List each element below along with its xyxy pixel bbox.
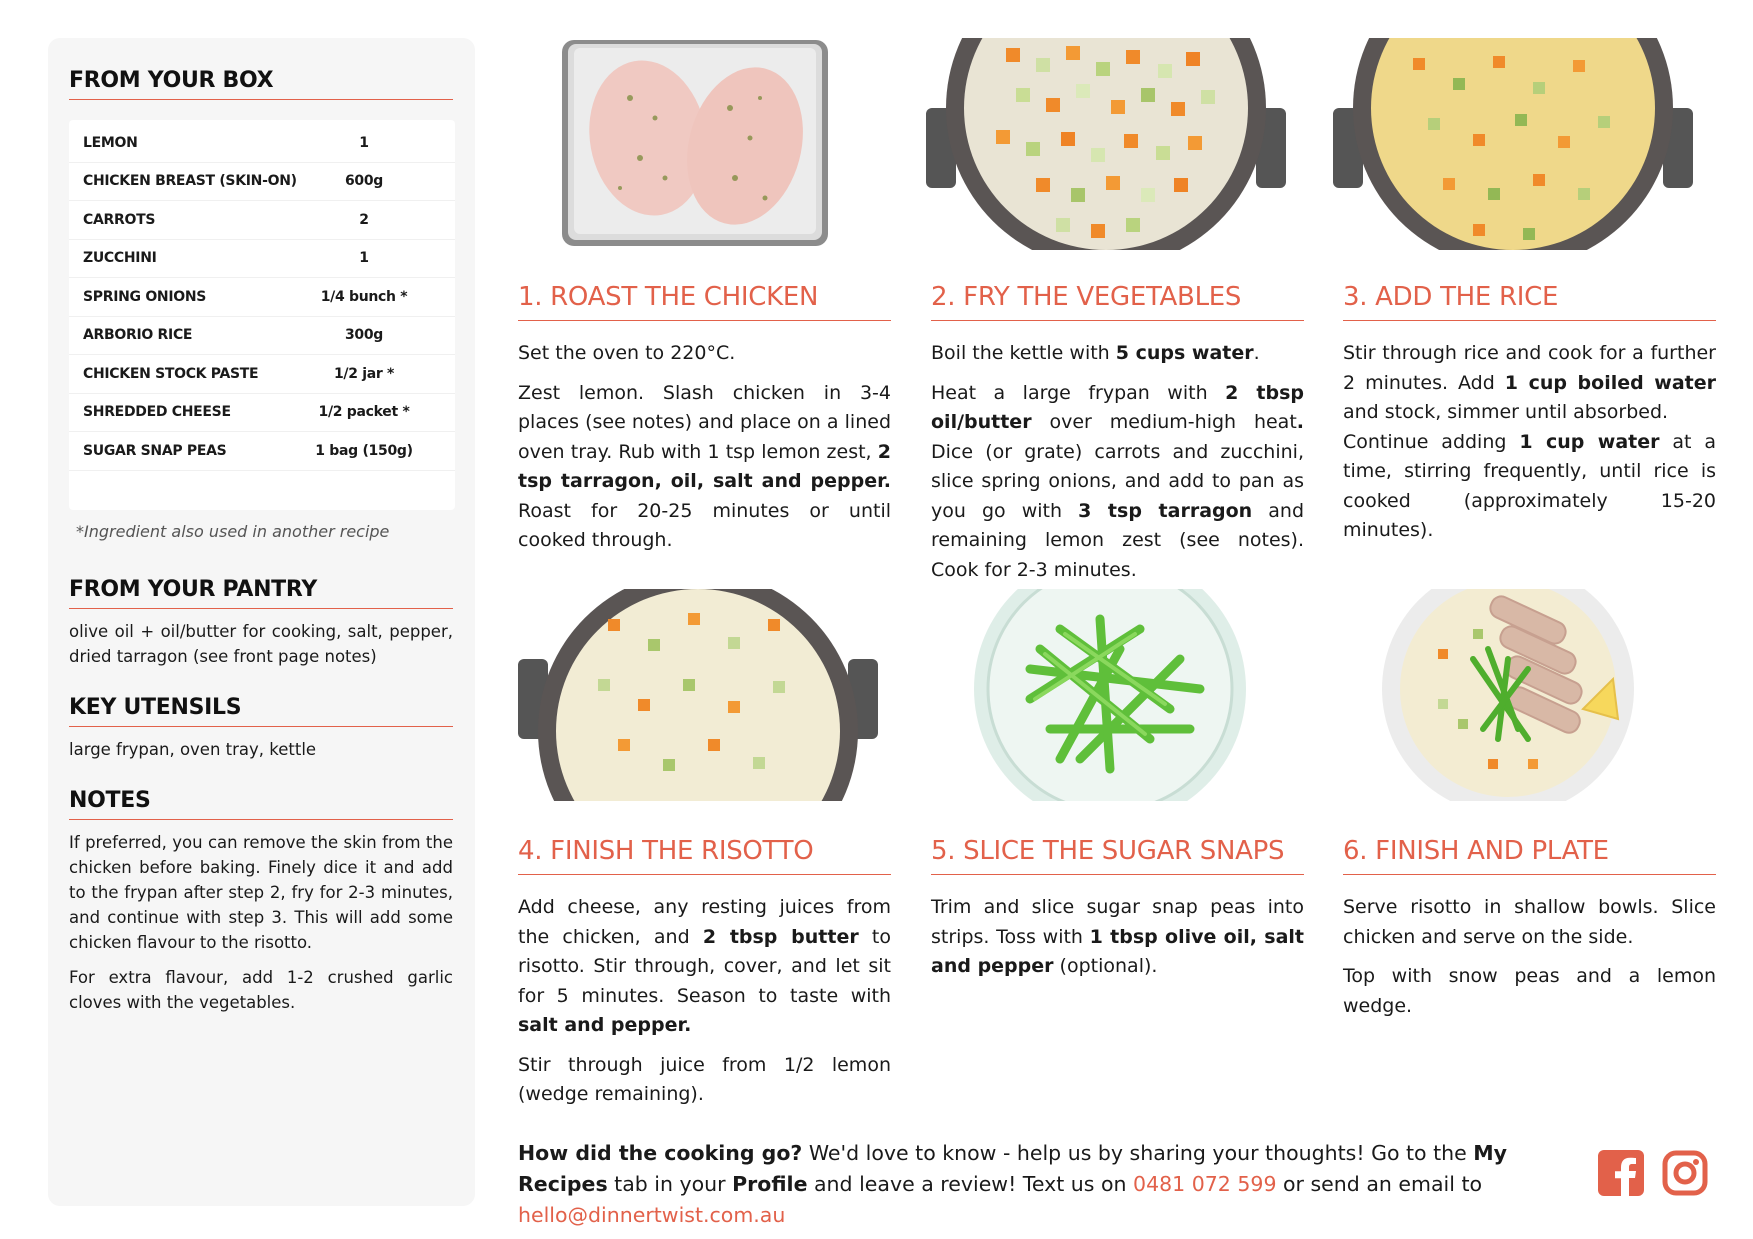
text-run: Zest lemon. Slash chicken in 3-4 places (see notes) and place on a lined oven tray. Rub with 1 tsp lemon zest,	[518, 381, 891, 463]
text-run: and stock, simmer until absorbed.	[1343, 401, 1669, 423]
notes-heading: NOTES	[69, 788, 453, 820]
ingredient-qty: 1	[359, 134, 369, 151]
ingredient-row	[69, 240, 455, 279]
bold-text: 1 tbsp olive oil, salt and pepper	[931, 925, 1304, 977]
bold-text: 2 tbsp oil/butter	[931, 381, 1304, 433]
sidebar	[48, 38, 475, 1206]
feedback-footer	[518, 1138, 1578, 1231]
step-3-p1	[1343, 339, 1716, 428]
text-run: Set the oven to 220°C.	[518, 342, 736, 364]
roasted-chicken-image	[560, 38, 830, 250]
text-run: Top with snow peas and a lemon wedge.	[1343, 965, 1716, 1017]
phone-link[interactable]: 0481 072 599	[1133, 1172, 1277, 1196]
ingredient-qty: 1/4 bunch *	[320, 288, 408, 305]
ingredient-row	[69, 355, 455, 394]
ingredient-qty: 1/2 packet *	[318, 404, 410, 421]
finished-risotto-image	[518, 589, 878, 801]
pantry-heading: FROM YOUR PANTRY	[69, 577, 453, 609]
bold-text: 1 cup boiled water	[1504, 371, 1716, 394]
ingredient-row	[69, 163, 455, 202]
facebook-icon[interactable]	[1598, 1150, 1644, 1200]
note-1: If preferred, you can remove the skin from the chicken before baking. Finely dice it and add to the frypan after step 2, fry for 2-3 minutes, and continue with step 3. This will add some chicken flavour to the risotto.	[69, 833, 453, 952]
step-4-p2	[518, 1051, 891, 1110]
my-recipes-link[interactable]: My Recipes	[518, 1141, 1508, 1196]
utensils-text: large frypan, oven tray, kettle	[69, 740, 317, 759]
instagram-icon[interactable]	[1662, 1150, 1708, 1200]
text-run: Continue adding	[1343, 430, 1520, 453]
email-link[interactable]: hello@dinnertwist.com.au	[518, 1203, 786, 1227]
profile-link[interactable]: Profile	[732, 1172, 808, 1196]
ingredient-name: CHICKEN STOCK PASTE	[83, 365, 259, 382]
bold-text: 3 tsp tarragon	[1078, 499, 1253, 522]
footer-text-3: and leave a review! Text us on	[807, 1172, 1134, 1196]
ingredient-name: SHREDDED CHEESE	[83, 404, 231, 421]
step-6	[1343, 836, 1716, 1021]
ingredient-name: SUGAR SNAP PEAS	[83, 442, 227, 459]
footer-text-1: We'd love to know - help us by sharing your thoughts! Go to the	[802, 1141, 1474, 1165]
step-2	[931, 282, 1304, 585]
bold-text: .	[1296, 411, 1304, 433]
ingredient-row	[69, 278, 455, 317]
step-6-p1	[1343, 893, 1716, 952]
text-run: Trim and slice sugar snap peas into strips. Toss with	[931, 896, 1304, 948]
box-footnote: *Ingredient also used in another recipe	[76, 522, 390, 541]
step-6-p2	[1343, 962, 1716, 1021]
ingredient-name: SPRING ONIONS	[83, 288, 207, 305]
ingredient-qty: 2	[359, 211, 369, 228]
ingredient-qty: 1	[359, 250, 369, 267]
ingredient-name: ZUCCHINI	[83, 250, 157, 267]
ingredient-qty: 1/2 jar *	[333, 365, 395, 382]
ingredient-row	[69, 432, 455, 471]
footer-text-4: or send an email to	[1276, 1172, 1483, 1196]
ingredient-row	[69, 124, 455, 163]
text-run: .	[1253, 342, 1260, 364]
step-2-title: 2. FRY THE VEGETABLES	[931, 282, 1304, 321]
step-3	[1343, 282, 1716, 546]
step-1-title: 1. ROAST THE CHICKEN	[518, 282, 891, 321]
text-run: Stir through rice and cook for a further 2 minutes. Add	[1343, 342, 1716, 394]
footer-text-2: tab in your	[607, 1172, 733, 1196]
note-2: For extra flavour, add 1-2 crushed garlic cloves with the vegetables.	[69, 968, 453, 1012]
bold-text: 5 cups water	[1115, 342, 1254, 364]
ingredient-name: ARBORIO RICE	[83, 327, 193, 344]
ingredient-name: CHICKEN BREAST (SKIN-ON)	[83, 173, 297, 190]
ingredient-row	[69, 317, 455, 356]
ingredient-row	[69, 394, 455, 433]
text-run: Heat a large frypan with	[931, 381, 1226, 404]
text-run: Stir through juice from 1/2 lemon (wedge remaining).	[518, 1053, 891, 1105]
step-4-title: 4. FINISH THE RISOTTO	[518, 836, 891, 875]
ingredient-name: LEMON	[83, 134, 138, 151]
bold-text: 2 tbsp butter	[702, 925, 859, 948]
ingredient-row	[69, 201, 455, 240]
step-5-title: 5. SLICE THE SUGAR SNAPS	[931, 836, 1304, 875]
box-ingredients-table	[69, 120, 455, 510]
text-run: Serve risotto in shallow bowls. Slice chicken and serve on the side.	[1343, 896, 1716, 948]
text-run: Roast for 20-25 minutes or until cooked through.	[518, 499, 891, 551]
text-run: Dice (or grate) carrots and zucchini, slice spring onions, and add to pan as you go with	[931, 440, 1304, 522]
text-run: over medium-high heat	[1031, 411, 1297, 433]
step-1	[518, 282, 891, 556]
step-4	[518, 836, 891, 1110]
utensils-heading: KEY UTENSILS	[69, 695, 453, 727]
ingredient-qty: 300g	[344, 327, 384, 344]
step-4-p1	[518, 893, 891, 1041]
footer-question: How did the cooking go?	[518, 1141, 803, 1165]
step-6-title: 6. FINISH AND PLATE	[1343, 836, 1716, 875]
step-2-p1	[931, 339, 1304, 369]
step-3-p2	[1343, 428, 1716, 546]
bold-text: 1 cup water	[1519, 430, 1660, 453]
step-2-p2	[931, 379, 1304, 586]
plated-risotto-image	[1378, 589, 1638, 801]
ingredient-qty: 1 bag (150g)	[315, 442, 413, 459]
rice-pan-image	[1333, 38, 1693, 250]
box-heading: FROM YOUR BOX	[69, 68, 453, 100]
text-run: Add cheese, any resting juices from the chicken, and	[518, 896, 891, 948]
vegetables-pan-image	[926, 38, 1286, 250]
text-run: to risotto. Stir through, cover, and let sit for 5 minutes. Season to taste with	[518, 925, 892, 1007]
text-run: Boil the kettle with	[931, 342, 1116, 364]
sugar-snaps-bowl-image	[970, 589, 1250, 801]
ingredient-qty: 600g	[344, 173, 384, 190]
bold-text: 2 tsp tarragon, oil, salt and pepper.	[518, 440, 891, 492]
text-run: and remaining lemon zest (see notes). Cook for 2-3 minutes.	[931, 499, 1305, 581]
step-5-p1	[931, 893, 1304, 982]
step-3-title: 3. ADD THE RICE	[1343, 282, 1716, 321]
step-5	[931, 836, 1304, 982]
text-run: at a time, stirring frequently, until rice is cooked (approximately 15-20 minutes).	[1343, 430, 1716, 541]
pantry-text: olive oil + oil/butter for cooking, salt, pepper, dried tarragon (see front page notes)	[69, 622, 453, 666]
ingredient-name: CARROTS	[83, 211, 156, 228]
step-1-p1	[518, 339, 891, 369]
text-run: (optional).	[1053, 955, 1158, 977]
bold-text: salt and pepper.	[518, 1014, 692, 1036]
step-1-p2	[518, 379, 891, 556]
